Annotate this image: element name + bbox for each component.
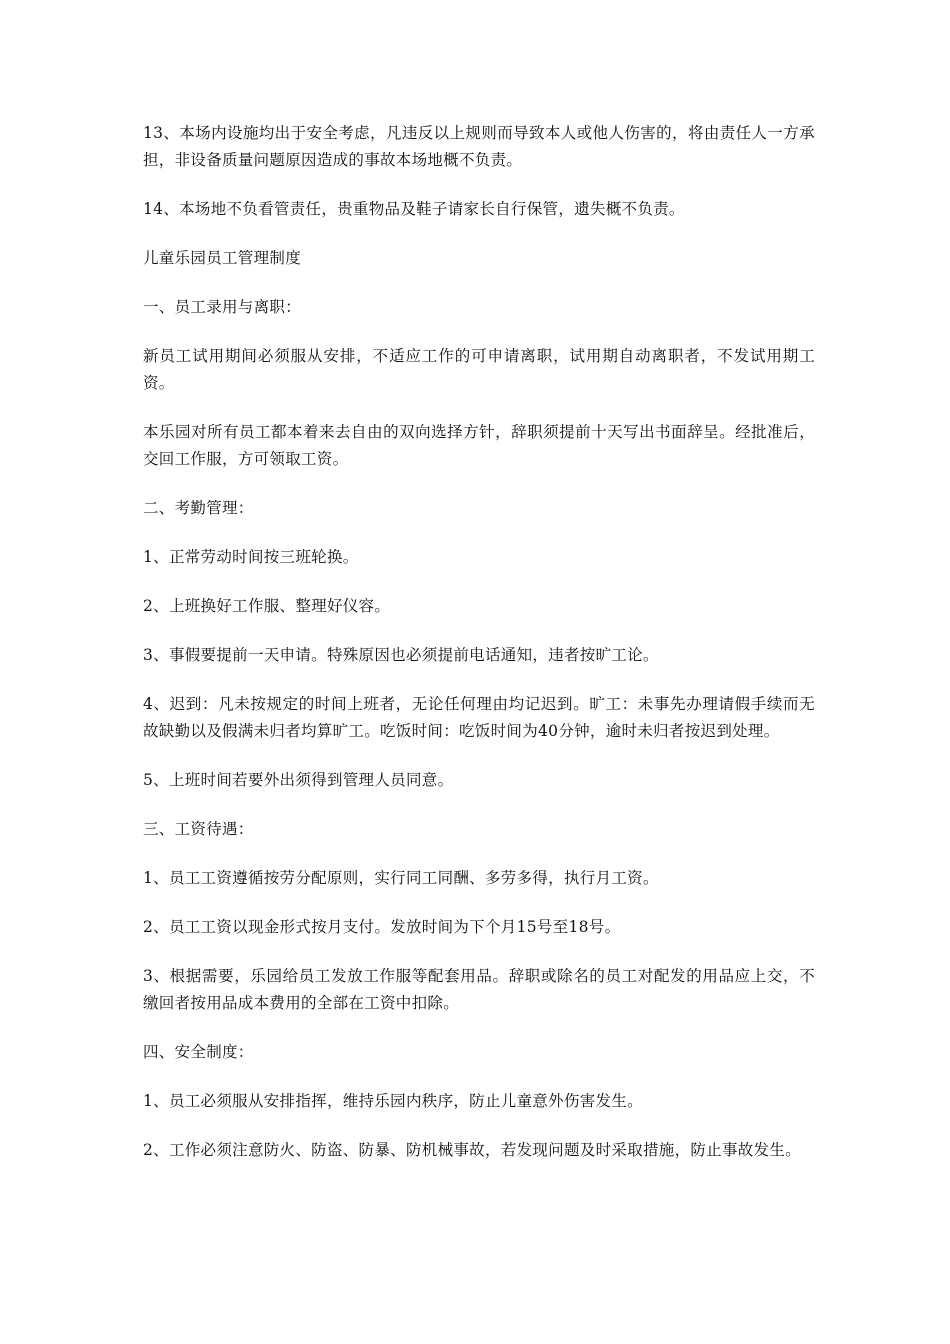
paragraph-rule-14: 14、本场地不负看管责任，贵重物品及鞋子请家长自行保管，遗失概不负责。 xyxy=(143,200,685,218)
paragraph-attendance-5: 5、上班时间若要外出须得到管理人员同意。 xyxy=(143,771,454,789)
paragraph-attendance-1: 1、正常劳动时间按三班轮换。 xyxy=(143,548,359,566)
paragraph-attendance-3: 3、事假要提前一天申请。特殊原因也必须提前电话通知，违者按旷工论。 xyxy=(143,646,659,664)
paragraph-rule-13: 13、本场内设施均出于安全考虑，凡违反以上规则而导致本人或他人伤害的，将由责任人一方承担，非设备质量问题原因造成的事故本场地概不负责。 xyxy=(143,124,815,169)
paragraph-salary-2: 2、员工工资以现金形式按月支付。发放时间为下个月15号至18号。 xyxy=(143,918,621,936)
paragraph-salary-3: 3、根据需要，乐园给员工发放工作服等配套用品。辞职或除名的员工对配发的用品应上交，不缴回者按用品成本费用的全部在工资中扣除。 xyxy=(143,967,815,1012)
paragraph-resignation: 本乐园对所有员工都本着来去自由的双向选择方针，辞职须提前十天写出书面辞呈。经批准后，交回工作服，方可领取工资。 xyxy=(143,423,815,468)
heading-hiring: 一、员工录用与离职： xyxy=(143,298,302,316)
paragraph-safety-1: 1、员工必须服从安排指挥，维持乐园内秩序，防止儿童意外伤害发生。 xyxy=(143,1092,643,1110)
heading-attendance: 二、考勤管理： xyxy=(143,499,254,517)
paragraph-safety-2: 2、工作必须注意防火、防盗、防暴、防机械事故，若发现问题及时采取措施，防止事故发生。 xyxy=(143,1141,801,1159)
document-body xyxy=(143,120,815,1186)
paragraph-attendance-2: 2、上班换好工作服、整理好仪容。 xyxy=(143,597,391,615)
paragraph-attendance-4: 4、迟到：凡未按规定的时间上班者，无论任何理由均记迟到。旷工：未事先办理请假手续而无故缺勤以及假满未归者均算旷工。吃饭时间：吃饭时间为40分钟，逾时未归者按迟到处理。 xyxy=(143,695,815,740)
paragraph-salary-1: 1、员工工资遵循按劳分配原则，实行同工同酬、多劳多得，执行月工资。 xyxy=(143,869,659,887)
heading-safety: 四、安全制度： xyxy=(143,1043,254,1061)
section-title: 儿童乐园员工管理制度 xyxy=(143,249,302,267)
heading-salary: 三、工资待遇： xyxy=(143,820,254,838)
paragraph-probation: 新员工试用期间必须服从安排，不适应工作的可申请离职，试用期自动离职者，不发试用期工资。 xyxy=(143,347,815,392)
